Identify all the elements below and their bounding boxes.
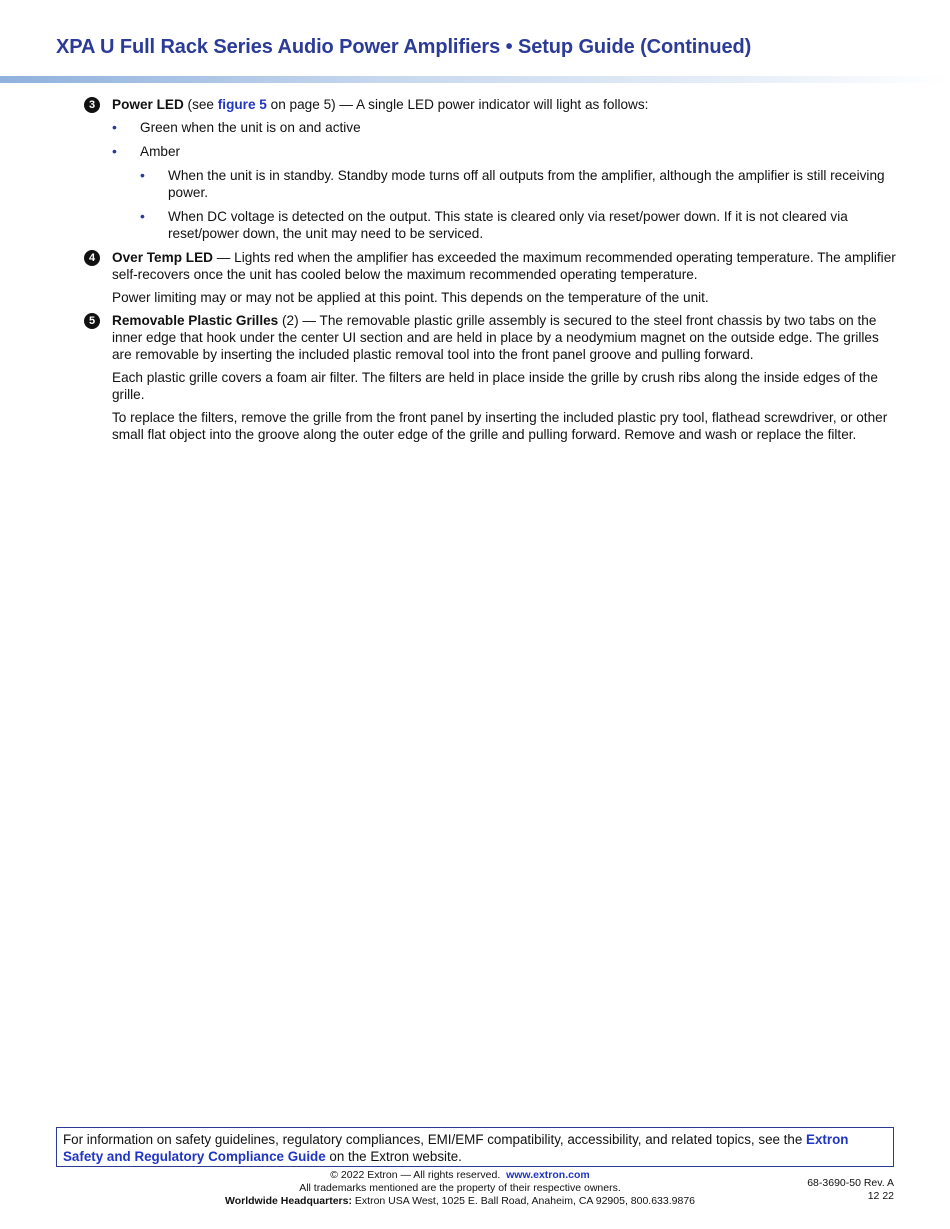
- bullet-icon: •: [112, 143, 117, 159]
- bullet-icon: •: [112, 119, 117, 135]
- safety-notice-box: For information on safety guidelines, regulatory compliances, EMI/EMF compatibility, accessibility, and related topics, see the Extron Safety and Regulatory Compliance Guide on the Extron website.: [56, 1127, 894, 1167]
- item-paragraph: Power LED (see figure 5 on page 5) — A single LED power indicator will light as follows:: [112, 97, 649, 112]
- item-title: Over Temp LED: [112, 250, 213, 265]
- sub-bullet-list: [140, 167, 896, 242]
- footer: [180, 1169, 740, 1208]
- bullet-list: [112, 119, 896, 242]
- number-3-icon: 3: [84, 97, 100, 113]
- number-5-icon: 5: [84, 313, 100, 329]
- sub-bullet-item: • When DC voltage is detected on the output. This state is cleared only via reset/power down. If it is not cleared via reset/power down, the unit may need to be serviced.: [140, 208, 848, 241]
- bullet-icon: •: [140, 167, 145, 183]
- document-number: 68-3690-50 Rev. A: [807, 1177, 894, 1189]
- page-title: XPA U Full Rack Series Audio Power Amplifiers • Setup Guide (Continued): [56, 36, 752, 58]
- bullet-item: • Amber • When the unit is in standby. Standby mode turns off all outputs from the amplifier, although the amplifier is still receiving power. • When DC voltage is detected on the output. This state is cleared only via reset/power down. If it is not cleared via reset/power down, the unit may need to be serviced.: [112, 143, 896, 242]
- number-4-icon: 4: [84, 250, 100, 266]
- footer-trademarks: All trademarks mentioned are the property of their respective owners.: [299, 1182, 621, 1194]
- bullet-item: • Green when the unit is on and active: [112, 119, 361, 135]
- item-title: Power LED: [112, 97, 184, 112]
- list-item-over-temp-led: [84, 249, 896, 306]
- bullet-icon: •: [140, 208, 145, 224]
- main-content: [84, 96, 896, 449]
- sub-bullet-item: • When the unit is in standby. Standby mode turns off all outputs from the amplifier, although the amplifier is still receiving power.: [140, 167, 885, 200]
- compliance-guide-link[interactable]: Extron Safety and Regulatory Compliance Guide: [63, 1132, 849, 1164]
- document-info: [807, 1177, 894, 1203]
- item-paragraph: To replace the filters, remove the grille from the front panel by inserting the included plastic pry tool, flathead screwdriver, or other small flat object into the groove along the outer edge of the grille and pulling forward. Remove and wash or replace the filter.: [112, 410, 888, 442]
- footer-headquarters: Worldwide Headquarters: Extron USA West, 1025 E. Ball Road, Anaheim, CA 92905, 800.633.9876: [224, 1195, 696, 1207]
- list-item-power-led: [84, 96, 896, 242]
- website-link[interactable]: www.extron.com: [506, 1169, 590, 1181]
- item-paragraph: Each plastic grille covers a foam air filter. The filters are held in place inside the grille by crush ribs along the inside edges of the grille.: [112, 370, 878, 402]
- figure-5-link[interactable]: figure 5: [217, 97, 267, 112]
- item-paragraph: Over Temp LED — Lights red when the amplifier has exceeded the maximum recommended operating temperature. The amplifier self-recovers once the unit has cooled below the maximum recommended operating temperature.: [112, 250, 896, 282]
- list-item-removable-grilles: [84, 312, 896, 443]
- footer-copyright-line: © 2022 Extron — All rights reserved. www.extron.com: [330, 1169, 590, 1181]
- item-title: Removable Plastic Grilles: [112, 313, 279, 328]
- item-paragraph: Removable Plastic Grilles (2) — The removable plastic grille assembly is secured to the steel front chassis by two tabs on the inner edge that hook under the center UI section and are held in place by a neodymium magnet on the outside edge. The grilles are removable by inserting the included plastic removal tool into the front panel groove and pulling forward.: [112, 313, 879, 362]
- item-paragraph: Power limiting may or may not be applied at this point. This depends on the temperature of the unit.: [112, 290, 709, 305]
- header-divider: [0, 76, 950, 83]
- document-date: 12 22: [867, 1190, 894, 1202]
